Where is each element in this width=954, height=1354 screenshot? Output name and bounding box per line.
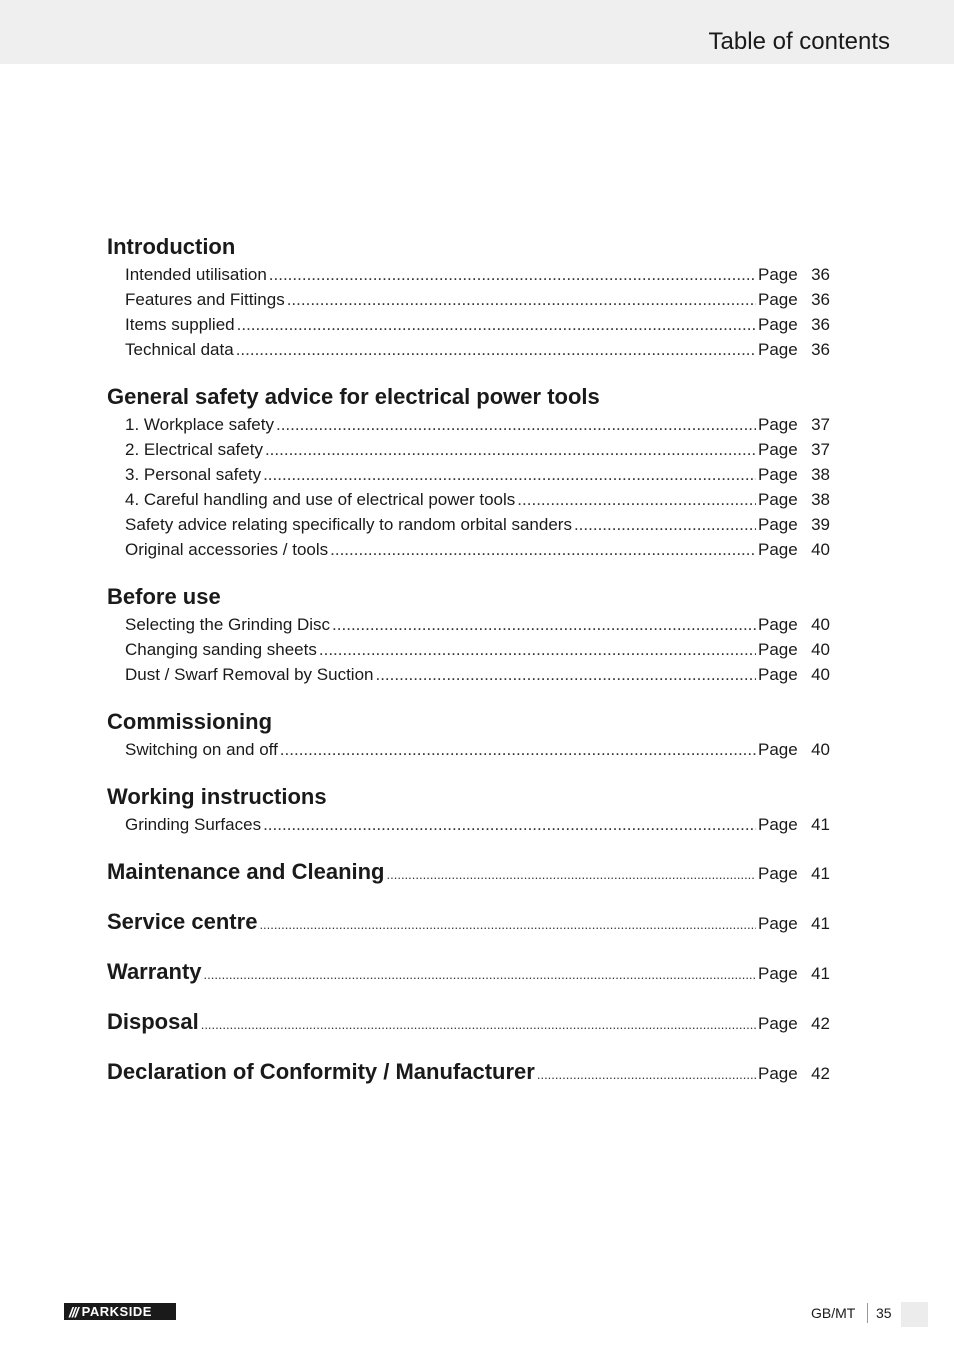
- page-number: 40: [811, 665, 830, 684]
- toc-section-disposal[interactable]: [107, 1007, 830, 1037]
- page-word: Page: [758, 515, 798, 534]
- toc-entry[interactable]: [107, 437, 830, 462]
- page-word: Page: [758, 914, 798, 933]
- language-code: GB/MT: [811, 1305, 856, 1321]
- dot-leader: [276, 412, 756, 437]
- page-word: Page: [758, 265, 798, 284]
- section-heading: Disposal: [107, 1009, 199, 1034]
- entry-label: Technical data: [125, 340, 234, 359]
- dot-leader: [259, 910, 756, 940]
- entry-label: 4. Careful handling and use of electrical power tools: [125, 490, 516, 509]
- entry-label: 2. Electrical safety: [125, 440, 263, 459]
- section-heading: Warranty: [107, 959, 202, 984]
- footer-tab: [901, 1302, 928, 1327]
- page-title: Table of contents: [708, 28, 890, 55]
- toc-entry[interactable]: [107, 312, 830, 337]
- entry-label: Features and Fittings: [125, 290, 285, 309]
- page-word: Page: [758, 340, 798, 359]
- dot-leader: [236, 337, 756, 362]
- page-word: Page: [758, 964, 798, 983]
- page-number: 41: [811, 914, 830, 933]
- toc-entry[interactable]: [107, 412, 830, 437]
- section-heading: Maintenance and Cleaning: [107, 859, 385, 884]
- toc-section-commissioning: [107, 707, 830, 762]
- dot-leader: [269, 262, 756, 287]
- section-heading: Introduction: [107, 234, 236, 259]
- toc-entry[interactable]: [107, 262, 830, 287]
- page-word: Page: [758, 815, 798, 834]
- toc-entry[interactable]: [107, 612, 830, 637]
- dot-leader: [375, 662, 756, 687]
- page-word: Page: [758, 490, 798, 509]
- section-heading: Before use: [107, 584, 221, 609]
- page-word: Page: [758, 440, 798, 459]
- page-number: 40: [811, 640, 830, 659]
- entry-label: Intended utilisation: [125, 265, 267, 284]
- parkside-logo: [64, 1303, 176, 1320]
- toc-section-service-centre[interactable]: [107, 907, 830, 937]
- dot-leader: [265, 437, 756, 462]
- toc-entry[interactable]: [107, 512, 830, 537]
- dot-leader: [201, 1010, 756, 1040]
- toc-entry[interactable]: [107, 737, 830, 762]
- toc-section-working-instructions: [107, 782, 830, 837]
- toc-section-declaration[interactable]: [107, 1057, 830, 1087]
- page-number: 40: [811, 740, 830, 759]
- toc-section-warranty[interactable]: [107, 957, 830, 987]
- page-number: 38: [811, 490, 830, 509]
- page-number: 41: [811, 964, 830, 983]
- page-word: Page: [758, 615, 798, 634]
- toc-section-safety: [107, 382, 830, 562]
- page-number-footer: 35: [876, 1305, 892, 1321]
- page-word: Page: [758, 290, 798, 309]
- section-heading: Declaration of Conformity / Manufacturer: [107, 1059, 535, 1084]
- dot-leader: [387, 860, 757, 890]
- toc-section-introduction: [107, 232, 830, 362]
- dot-leader: [574, 512, 756, 537]
- page-number: 36: [811, 340, 830, 359]
- toc-section-before-use: [107, 582, 830, 687]
- page-number: 36: [811, 315, 830, 334]
- toc-section-maintenance[interactable]: [107, 857, 830, 887]
- section-heading: Commissioning: [107, 709, 273, 734]
- page-number: 36: [811, 265, 830, 284]
- dot-leader: [319, 637, 756, 662]
- dot-leader: [330, 537, 756, 562]
- entry-label: Original accessories / tools: [125, 540, 329, 559]
- page-number: 41: [811, 864, 830, 883]
- page-word: Page: [758, 465, 798, 484]
- dot-leader: [263, 812, 756, 837]
- toc-entry[interactable]: [107, 537, 830, 562]
- footer-divider: [867, 1303, 868, 1323]
- toc-entry[interactable]: [107, 487, 830, 512]
- page-number: 42: [811, 1014, 830, 1033]
- page-number: 37: [811, 440, 830, 459]
- toc-entry[interactable]: [107, 637, 830, 662]
- page-number: 40: [811, 615, 830, 634]
- dot-leader: [263, 462, 756, 487]
- page-word: Page: [758, 315, 798, 334]
- dot-leader: [204, 960, 756, 990]
- logo-brand: PARKSIDE: [81, 1304, 152, 1319]
- page-word: Page: [758, 864, 798, 883]
- toc-entry[interactable]: [107, 287, 830, 312]
- dot-leader: [517, 487, 756, 512]
- page-number: 39: [811, 515, 830, 534]
- page-number: 40: [811, 540, 830, 559]
- logo-slashes: ///: [69, 1303, 78, 1320]
- dot-leader: [287, 287, 756, 312]
- table-of-contents: [107, 232, 830, 1087]
- page-word: Page: [758, 665, 798, 684]
- page-number: 37: [811, 415, 830, 434]
- toc-entry[interactable]: [107, 337, 830, 362]
- dot-leader: [237, 312, 756, 337]
- dot-leader: [537, 1060, 756, 1090]
- page-word: Page: [758, 1064, 798, 1083]
- entry-label: Dust / Swarf Removal by Suction: [125, 665, 374, 684]
- entry-label: Changing sanding sheets: [125, 640, 317, 659]
- entry-label: Switching on and off: [125, 740, 278, 759]
- entry-label: Grinding Surfaces: [125, 815, 262, 834]
- section-heading: Working instructions: [107, 784, 327, 809]
- dot-leader: [332, 612, 756, 637]
- entry-label: Selecting the Grinding Disc: [125, 615, 331, 634]
- page-word: Page: [758, 1014, 798, 1033]
- dot-leader: [280, 737, 756, 762]
- page-word: Page: [758, 415, 798, 434]
- toc-entry[interactable]: [107, 462, 830, 487]
- toc-entry[interactable]: [107, 812, 830, 837]
- page-word: Page: [758, 640, 798, 659]
- page-number: 41: [811, 815, 830, 834]
- toc-entry[interactable]: [107, 662, 830, 687]
- section-heading: General safety advice for electrical power tools: [107, 384, 600, 409]
- page-word: Page: [758, 740, 798, 759]
- page-number: 36: [811, 290, 830, 309]
- section-heading: Service centre: [107, 909, 258, 934]
- page-word: Page: [758, 540, 798, 559]
- entry-label: Items supplied: [125, 315, 235, 334]
- page-number: 42: [811, 1064, 830, 1083]
- entry-label: Safety advice relating specifically to random orbital sanders: [125, 515, 572, 534]
- entry-label: 3. Personal safety: [125, 465, 262, 484]
- entry-label: 1. Workplace safety: [125, 415, 274, 434]
- page-number: 38: [811, 465, 830, 484]
